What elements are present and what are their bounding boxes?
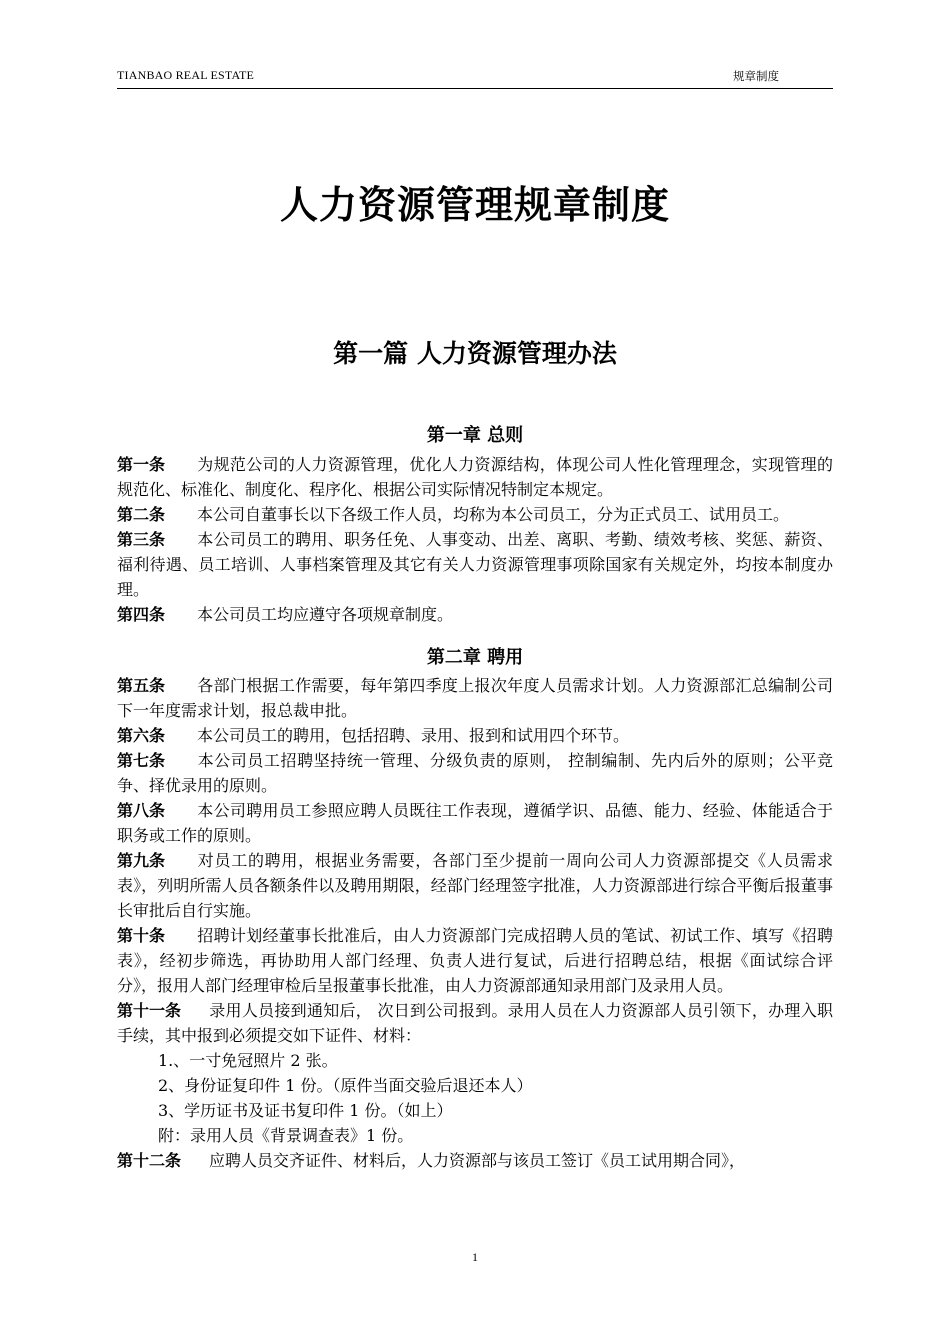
article-label: 第十条 [117,926,166,945]
header-section: 规章制度 [733,69,779,83]
article-label: 第十二条 [117,1151,182,1170]
article-text: 招聘计划经董事长批准后，由人力资源部门完成招聘人员的笔试、初试工作、填写《招聘表》，经初步筛选，再协助用人部门经理、负责人进行复试，后进行招聘总结，根据《面试综合评分》，报用人部门经理审检后呈报董事长批准，由人力资源部通知录用部门及录用人员。 [117,926,833,995]
article-label: 第四条 [117,605,166,624]
article-text: 应聘人员交齐证件、材料后，人力资源部与该员工签订《员工试用期合同》， [209,1151,746,1170]
article-label: 第八条 [117,801,166,820]
article-5 [117,673,833,723]
article-text: 本公司员工均应遵守各项规章制度。 [197,605,454,624]
article-text: 本公司自董事长以下各级工作人员，均称为本公司员工，分为正式员工、试用员工。 [197,505,790,524]
article-7 [117,748,833,798]
article-2 [117,502,833,527]
page-header [117,68,833,89]
chapter-1-title: 第一章 总则 [426,425,524,446]
article-label: 第五条 [117,676,166,695]
document-title: 人力资源管理规章制度 [279,182,670,227]
article-6 [117,723,833,748]
article-text: 本公司员工的聘用，包括招聘、录用、报到和试用四个环节。 [197,726,630,745]
list-item: 附：录用人员《背景调查表》1 份。 [158,1126,414,1145]
article-1 [117,452,833,502]
article-text: 本公司员工的聘用、职务任免、人事变动、出差、离职、考勤、绩效考核、奖惩、薪资、福利待遇、员工培训、人事档案管理及其它有关人力资源管理事项除国家有关规定外，均按本制度办理。 [117,530,833,599]
article-text: 为规范公司的人力资源管理，优化人力资源结构，体现公司人性化管理理念，实现管理的规范化、标准化、制度化、程序化、根据公司实际情况特制定本规定。 [117,455,833,499]
article-text: 对员工的聘用，根据业务需要，各部门至少提前一周向公司人力资源部提交《人员需求表》，列明所需人员各额条件以及聘用期限，经部门经理签字批准，人力资源部进行综合平衡后报董事长审批后自行实施。 [117,851,833,920]
article-label: 第一条 [117,455,166,474]
article-label: 第十一条 [117,1001,182,1020]
article-9 [117,848,833,923]
article-4 [117,602,833,627]
list-item: 1.、一寸免冠照片 2 张。 [158,1051,338,1070]
article-3 [117,527,833,602]
article-text: 本公司聘用员工参照应聘人员既往工作表现，遵循学识、品德、能力、经验、体能适合于职务或工作的原则。 [117,801,833,845]
page-number: 1 [472,1250,478,1264]
list-item: 3、学历证书及证书复印件 1 份。（如上） [158,1101,453,1120]
article-10 [117,923,833,998]
article-label: 第六条 [117,726,166,745]
header-company: TIANBAO REAL ESTATE [117,68,255,82]
list-item: 2、身份证复印件 1 份。（原件当面交验后退还本人） [158,1076,533,1095]
article-8 [117,798,833,848]
document-body [117,420,833,1173]
article-text: 本公司员工招聘坚持统一管理、分级负责的原则， 控制编制、先内后外的原则；公平竞争、择优录用的原则。 [117,751,833,795]
chapter-2-title: 第二章 聘用 [426,647,524,668]
article-label: 第三条 [117,530,166,549]
article-label: 第七条 [117,751,166,770]
article-label: 第二条 [117,505,166,524]
article-12 [117,1148,833,1173]
article-label: 第九条 [117,851,166,870]
article-text: 各部门根据工作需要，每年第四季度上报次年度人员需求计划。人力资源部汇总编制公司下一年度需求计划，报总裁申批。 [117,676,833,720]
article-text: 录用人员接到通知后， 次日到公司报到。录用人员在人力资源部人员引领下，办理入职手续，其中报到必须提交如下证件、材料： [117,1001,833,1045]
article-11 [117,998,833,1048]
part-title: 第一篇 人力资源管理办法 [333,339,617,368]
